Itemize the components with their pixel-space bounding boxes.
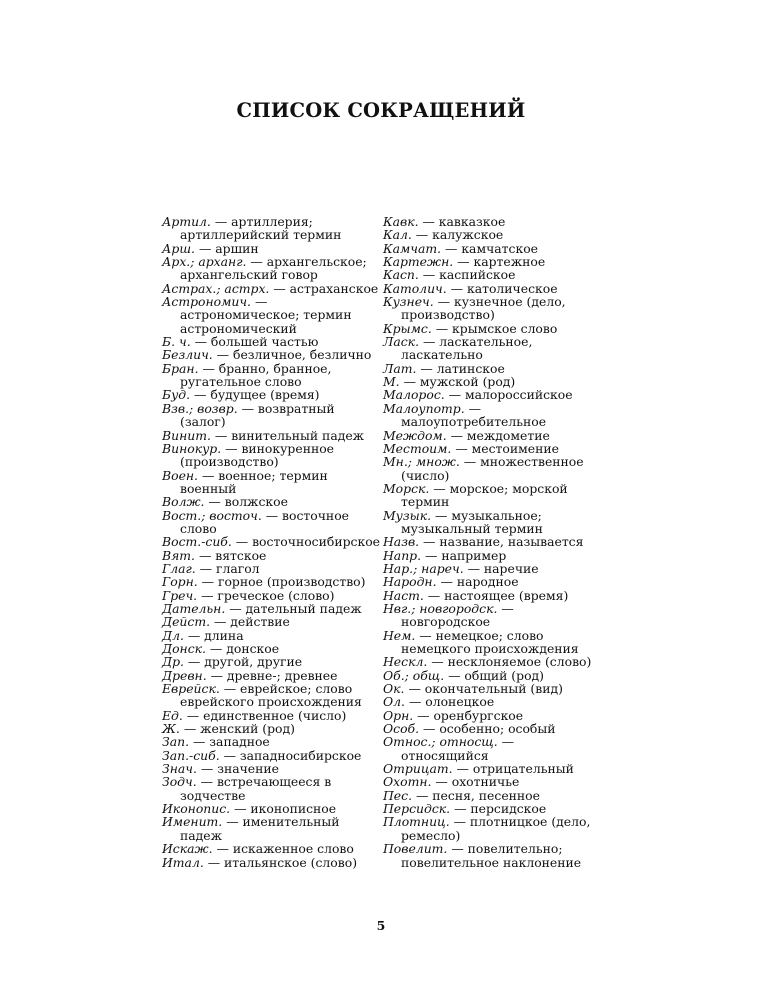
abbreviation-definition: — встречающееся в зодчестве (180, 774, 332, 803)
abbreviation-term: Нар.; нареч. (383, 560, 464, 576)
abbreviation-term: Плотниц. (383, 814, 450, 830)
abbreviation-entry (383, 695, 603, 708)
abbreviation-definition: — винокуренное (производство) (180, 440, 335, 470)
abbreviation-definition: — относящийся (401, 734, 514, 763)
abbreviation-entry (383, 535, 603, 548)
abbreviation-term: Вост.-сиб. (162, 534, 232, 550)
abbreviation-term: Дейст. (162, 614, 211, 630)
abbreviation-entry (383, 362, 603, 375)
abbreviation-entry (162, 775, 382, 802)
abbreviation-definition: — греческое (слово) (197, 587, 335, 603)
abbreviation-term: Об.; общ. (383, 667, 445, 683)
abbreviation-term: Ласк. (383, 334, 420, 350)
abbreviation-entry (383, 388, 603, 401)
abbreviation-definition: — повелительно; повелительное наклонение (401, 841, 582, 870)
abbreviation-term: Древн. (162, 667, 207, 683)
abbreviation-term: Арх.; арханг. (162, 254, 247, 270)
abbreviation-definition: — астрономическое; термин астрономический (180, 294, 352, 336)
abbreviation-term: Касп. (383, 267, 419, 283)
abbreviation-definition: — латинское (416, 360, 505, 376)
abbreviation-definition: — безличное, безлично (212, 347, 372, 363)
abbreviation-term: Вост.; восточ. (162, 507, 262, 523)
abbreviation-entry (383, 722, 603, 735)
abbreviation-entry (162, 615, 382, 628)
abbreviation-definition: — плотницкое (дело, ремесло) (401, 814, 591, 843)
abbreviation-definition: — окончательный (вид) (404, 681, 563, 697)
abbreviation-term: Искаж. (162, 841, 213, 857)
abbreviation-definition: — музыкальное; музыкальный термин (401, 507, 543, 536)
abbreviation-term: Бран. (162, 360, 199, 376)
abbreviation-definition: — настоящее (время) (423, 587, 569, 603)
abbreviation-definition: — действие (210, 614, 290, 630)
abbreviation-term: Морск. (383, 480, 430, 496)
abbreviation-term: Ж. (162, 721, 180, 737)
abbreviation-entry (162, 469, 382, 496)
abbreviation-term: Взв.; возвр. (162, 400, 238, 416)
abbreviation-definition: — особенно; особый (419, 721, 556, 737)
abbreviation-definition: — бранно, бранное, ругательное слово (180, 360, 332, 390)
abbreviation-entry (162, 722, 382, 735)
abbreviation-definition: — малоупотребительное (401, 400, 547, 430)
abbreviation-term: Донск. (162, 641, 206, 656)
abbreviation-definition: — еврейское; слово еврейского происхождения (180, 681, 362, 710)
abbreviation-entry (383, 255, 603, 268)
abbreviation-term: Музык. (383, 507, 432, 523)
abbreviation-definition: — древне-; древнее (206, 667, 338, 683)
abbreviation-definition: — отрицательный (452, 761, 574, 777)
abbreviation-entry (383, 215, 603, 228)
abbreviation-term: Нем. (383, 627, 416, 643)
abbreviation-term: Глаг. (162, 560, 196, 576)
abbreviation-entry (383, 802, 603, 815)
abbreviation-entry (162, 749, 382, 762)
abbreviation-definition: — множественное (число) (401, 454, 584, 483)
abbreviation-term: Др. (162, 654, 184, 670)
abbreviation-definition: — крымское слово (431, 320, 558, 336)
abbreviation-term: Мн.; множ. (383, 454, 460, 470)
abbreviation-definition: — например (421, 547, 507, 563)
abbreviation-definition: — название, называется (419, 534, 584, 550)
abbreviation-definition: — народное (436, 574, 519, 590)
abbreviation-definition: — ласкательное, ласкательно (401, 334, 533, 363)
abbreviation-definition: — артиллерия; артиллерийский термин (180, 214, 342, 243)
abbreviation-entry (162, 429, 382, 442)
abbreviation-term: Картежн. (383, 254, 454, 270)
abbreviation-definition: — кавказкое (418, 214, 506, 229)
abbreviation-term: Зап.-сиб. (162, 747, 220, 763)
page-title: СПИСОК СОКРАЩЕНИЙ (236, 99, 526, 122)
abbreviation-term: Персидск. (383, 801, 451, 817)
abbreviation-term: Винокур. (162, 440, 222, 456)
abbreviation-definition: — восточное слово (180, 507, 349, 536)
abbreviation-term: Именит. (162, 814, 223, 830)
abbreviation-definition: — общий (род) (444, 667, 544, 683)
abbreviation-term: Народн. (383, 574, 437, 590)
abbreviation-entry (162, 642, 382, 655)
abbreviation-definition: — местоимение (451, 440, 559, 456)
abbreviation-entry (162, 215, 382, 242)
abbreviation-term: Кавк. (383, 214, 419, 229)
abbreviation-term: М. (383, 374, 400, 390)
abbreviation-term: Дл. (162, 627, 184, 643)
abbreviation-entry (383, 442, 603, 455)
abbreviation-entry (383, 602, 603, 629)
abbreviation-entry (383, 295, 603, 322)
abbreviation-definition: — иконописное (230, 801, 337, 817)
abbreviation-definition: — горное (производство) (197, 574, 366, 590)
abbreviation-entry (162, 856, 382, 869)
abbreviation-entry (383, 575, 603, 588)
abbreviation-term: Орн. (383, 707, 414, 723)
abbreviation-term: Астрономич. (162, 294, 251, 310)
abbreviation-entry (162, 762, 382, 775)
abbreviation-definition: — малороссийское (444, 387, 573, 403)
abbreviation-entry (383, 242, 603, 255)
abbreviation-definition: — донское (205, 641, 280, 656)
abbreviation-definition: — длина (183, 627, 244, 643)
abbreviation-definition: — немецкое; слово немецкого происхождения (401, 627, 579, 656)
abbreviation-entry (383, 375, 603, 388)
abbreviation-entry (383, 282, 603, 295)
abbreviation-term: Крымс. (383, 320, 432, 336)
abbreviation-definition: — восточносибирское (231, 534, 381, 550)
abbreviation-entry (162, 509, 382, 536)
abbreviation-term: Напр. (383, 547, 422, 563)
abbreviation-definition: — наречие (463, 560, 539, 576)
abbreviation-entry (162, 402, 382, 429)
abbreviation-term: Пес. (383, 787, 413, 803)
abbreviation-definition: — архангельское; архангельский говор (180, 254, 367, 283)
abbreviation-term: Астрах.; астрх. (162, 280, 270, 296)
abbreviation-term: Ед. (162, 707, 183, 723)
abbreviation-entry (162, 562, 382, 575)
abbreviation-entry (383, 815, 603, 842)
abbreviation-term: Ок. (383, 681, 405, 697)
abbreviation-entry (383, 402, 603, 429)
abbreviation-term: Зап. (162, 734, 190, 750)
abbreviation-entry (383, 762, 603, 775)
abbreviation-definition: — винительный падеж (210, 427, 365, 443)
abbreviation-entry (162, 549, 382, 562)
abbreviation-entry (162, 242, 382, 255)
abbreviation-definition: — междометие (446, 427, 550, 443)
abbreviation-definition: — католическое (446, 280, 558, 296)
abbreviation-definition: — охотничье (431, 774, 520, 790)
abbreviation-term: Наст. (383, 587, 424, 603)
abbreviation-entry (383, 482, 603, 509)
abbreviation-entry (162, 602, 382, 615)
abbreviation-entry (162, 709, 382, 722)
abbreviation-entry (383, 549, 603, 562)
abbreviation-term: Кал. (383, 227, 412, 243)
abbreviation-entry (162, 842, 382, 855)
abbreviation-entry (162, 495, 382, 508)
abbreviation-definition: — западносибирское (219, 747, 362, 763)
abbreviation-term: Арш. (162, 240, 195, 256)
abbreviation-entry (383, 562, 603, 575)
abbreviation-entry (162, 802, 382, 815)
abbreviation-entry (383, 655, 603, 668)
abbreviation-definition: — западное (189, 734, 270, 750)
abbreviations-column-left (162, 215, 382, 869)
abbreviation-term: Междом. (383, 427, 447, 443)
abbreviation-definition: — каспийское (418, 267, 516, 283)
abbreviation-entry (383, 735, 603, 762)
abbreviation-definition: — другой, другие (183, 654, 303, 670)
abbreviation-definition: — дательный падеж (225, 600, 362, 616)
abbreviation-definition: — именительный падеж (180, 814, 340, 843)
abbreviation-term: Дательн. (162, 600, 226, 616)
abbreviation-entry (162, 282, 382, 295)
abbreviation-definition: — кузнечное (дело, производство) (401, 294, 566, 323)
abbreviation-term: Ол. (383, 694, 405, 710)
abbreviation-entry (383, 842, 603, 869)
abbreviation-definition: — новгородское (401, 600, 514, 630)
abbreviation-term: Католич. (383, 280, 447, 296)
abbreviation-term: Местоим. (383, 440, 452, 456)
abbreviation-entry (162, 575, 382, 588)
abbreviation-term: Камчат. (383, 240, 442, 256)
abbreviation-entry (162, 655, 382, 668)
abbreviation-term: Волж. (162, 494, 205, 510)
abbreviation-term: Кузнеч. (383, 294, 434, 310)
abbreviation-definition: — возвратный (залог) (180, 400, 335, 430)
abbreviation-definition: — картежное (453, 254, 546, 270)
abbreviation-term: Буд. (162, 387, 191, 403)
abbreviation-entry (162, 442, 382, 469)
abbreviation-entry (162, 815, 382, 842)
abbreviation-entry (162, 362, 382, 389)
abbreviation-term: Нескл. (383, 654, 428, 670)
abbreviation-definition: — итальянское (слово) (203, 854, 358, 870)
abbreviation-definition: — значение (196, 761, 279, 777)
abbreviation-definition: — олонецкое (405, 694, 495, 710)
abbreviation-term: Охотн. (383, 774, 432, 790)
abbreviation-term: Безлич. (162, 347, 213, 363)
abbreviation-entry (162, 535, 382, 548)
abbreviation-definition: — мужской (род) (399, 374, 516, 390)
abbreviation-term: Особ. (383, 721, 420, 737)
abbreviation-entry (383, 589, 603, 602)
abbreviation-definition: — глагол (195, 560, 260, 576)
abbreviation-term: Зодч. (162, 774, 197, 790)
abbreviation-term: Горн. (162, 574, 198, 590)
abbreviation-entry (383, 789, 603, 802)
abbreviation-term: Артил. (162, 214, 211, 229)
abbreviation-entry (383, 669, 603, 682)
abbreviation-definition: — астраханское (269, 280, 379, 296)
abbreviation-entry (162, 589, 382, 602)
abbreviation-definition: — морское; морской термин (401, 480, 568, 510)
abbreviation-entry (383, 629, 603, 656)
abbreviations-column-right (383, 215, 603, 869)
abbreviation-entry (383, 268, 603, 281)
abbreviation-entry (162, 735, 382, 748)
abbreviation-term: Отрицат. (383, 761, 453, 777)
abbreviation-entry (162, 629, 382, 642)
abbreviation-term: Относ.; относщ. (383, 734, 498, 750)
abbreviation-definition: — камчатское (441, 240, 538, 256)
abbreviation-definition: — калужское (411, 227, 504, 243)
abbreviation-entry (162, 335, 382, 348)
abbreviation-entry (383, 429, 603, 442)
abbreviation-entry (162, 295, 382, 335)
abbreviation-term: Малоупотр. (383, 400, 465, 416)
abbreviation-term: Вят. (162, 547, 195, 563)
abbreviation-entry (383, 509, 603, 536)
abbreviation-term: Малорос. (383, 387, 445, 403)
abbreviation-entry (383, 682, 603, 695)
abbreviation-term: Лат. (383, 360, 417, 376)
abbreviation-entry (162, 669, 382, 682)
abbreviation-definition: — вятское (195, 547, 267, 563)
abbreviation-term: Винит. (162, 427, 211, 443)
abbreviation-term: Знач. (162, 761, 197, 777)
abbreviation-entry (162, 682, 382, 709)
abbreviation-definition: — военное; термин военный (180, 467, 328, 496)
abbreviation-term: Иконопис. (162, 801, 231, 817)
abbreviation-entry (383, 228, 603, 241)
abbreviation-entry (162, 348, 382, 361)
abbreviation-term: Назв. (383, 534, 420, 550)
abbreviation-entry (383, 455, 603, 482)
abbreviation-entry (383, 709, 603, 722)
abbreviation-term: Повелит. (383, 841, 448, 857)
abbreviation-definition: — искаженное слово (212, 841, 354, 857)
abbreviation-definition: — несклоняемое (слово) (427, 654, 592, 670)
abbreviation-term: Воен. (162, 467, 198, 483)
abbreviation-term: Б. ч. (162, 334, 191, 350)
abbreviation-entry (383, 322, 603, 335)
abbreviation-definition: — единственное (число) (182, 707, 347, 723)
abbreviation-entry (162, 255, 382, 282)
page-number: 5 (376, 918, 386, 933)
abbreviation-definition: — персидское (450, 801, 547, 817)
abbreviation-entry (162, 388, 382, 401)
abbreviation-definition: — большей частью (190, 334, 319, 350)
abbreviation-definition: — аршин (195, 240, 259, 256)
abbreviation-definition: — оренбургское (413, 707, 524, 723)
abbreviation-term: Еврейск. (162, 681, 220, 697)
abbreviation-term: Итал. (162, 854, 204, 870)
abbreviation-definition: — будущее (время) (190, 387, 320, 403)
abbreviation-definition: — песня, песенное (412, 787, 540, 803)
abbreviation-term: Нвг.; новгородск. (383, 600, 498, 616)
abbreviation-term: Греч. (162, 587, 198, 603)
abbreviation-entry (383, 775, 603, 788)
abbreviation-definition: — женский (род) (179, 721, 295, 737)
abbreviation-definition: — волжское (204, 494, 288, 510)
abbreviation-entry (383, 335, 603, 362)
